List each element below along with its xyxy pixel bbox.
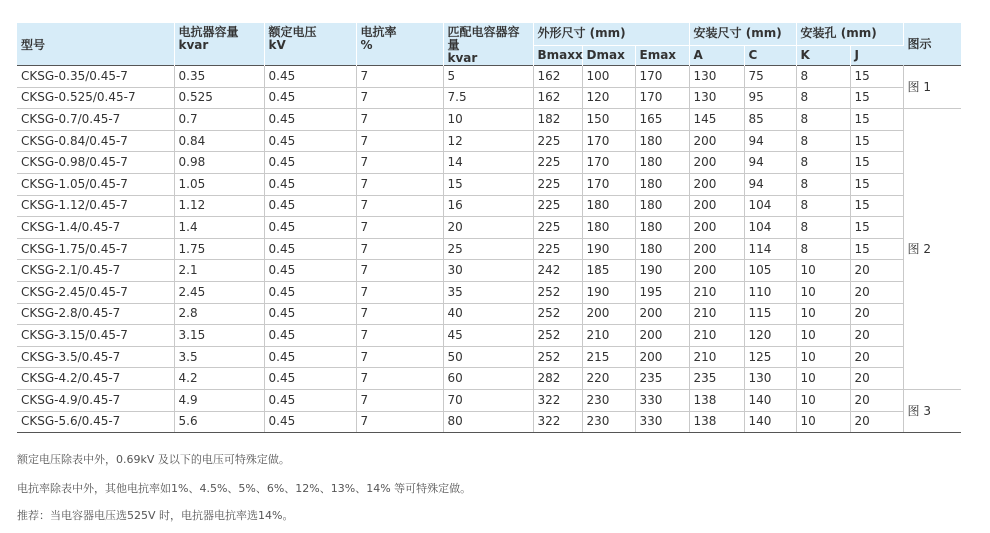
table-body: [17, 66, 961, 433]
table-cell: 225: [533, 173, 582, 195]
table-cell: 4.2: [174, 368, 264, 390]
table-cell: 5: [443, 66, 533, 88]
table-cell: 130: [689, 66, 744, 88]
table-cell: 180: [635, 130, 689, 152]
table-cell: 7: [356, 260, 443, 282]
table-cell: 120: [744, 325, 796, 347]
table-cell: CKSG-0.7/0.45-7: [17, 109, 174, 131]
table-cell: 0.45: [264, 389, 356, 411]
header-install-dims: 安装尺寸 (mm): [689, 23, 796, 45]
table-cell: 170: [582, 152, 635, 174]
table-cell: 80: [443, 411, 533, 433]
table-cell: 20: [850, 411, 903, 433]
table-row: [17, 173, 961, 195]
table-cell: 138: [689, 389, 744, 411]
table-cell: 235: [635, 368, 689, 390]
table-cell: 15: [850, 217, 903, 239]
header-cap-match-unit: kvar: [447, 51, 478, 65]
table-cell: CKSG-1.75/0.45-7: [17, 238, 174, 260]
header-capacity-unit: kvar: [178, 38, 209, 52]
table-cell: 10: [796, 346, 850, 368]
table-cell: 252: [533, 325, 582, 347]
table-cell: 225: [533, 238, 582, 260]
table-cell: 3.5: [174, 346, 264, 368]
table-cell: 180: [635, 152, 689, 174]
table-cell: 8: [796, 130, 850, 152]
table-cell: 10: [796, 260, 850, 282]
table-cell: 0.45: [264, 109, 356, 131]
table-row: [17, 389, 961, 411]
table-cell: 105: [744, 260, 796, 282]
table-cell: 200: [689, 173, 744, 195]
table-cell: 200: [689, 260, 744, 282]
table-cell: 50: [443, 346, 533, 368]
header-figure: 图示: [903, 23, 961, 66]
table-cell: 200: [635, 303, 689, 325]
table-cell: 180: [635, 217, 689, 239]
table-cell: 210: [582, 325, 635, 347]
table-cell: 322: [533, 411, 582, 433]
header-rate-title: 电抗率: [360, 25, 397, 39]
table-cell: 7.5: [443, 87, 533, 109]
table-cell: 0.45: [264, 66, 356, 88]
table-cell: 7: [356, 389, 443, 411]
table-cell: 8: [796, 173, 850, 195]
table-cell: 2.8: [174, 303, 264, 325]
table-cell: CKSG-0.525/0.45-7: [17, 87, 174, 109]
table-cell: 114: [744, 238, 796, 260]
table-cell: 115: [744, 303, 796, 325]
table-row: [17, 281, 961, 303]
table-cell: 8: [796, 66, 850, 88]
table-cell: 252: [533, 281, 582, 303]
table-cell: 200: [689, 130, 744, 152]
table-cell: CKSG-3.15/0.45-7: [17, 325, 174, 347]
table-cell: 0.45: [264, 303, 356, 325]
table-cell: CKSG-4.2/0.45-7: [17, 368, 174, 390]
header-k: K: [796, 45, 850, 65]
table-cell: 20: [443, 217, 533, 239]
table-row: [17, 130, 961, 152]
table-cell: 235: [689, 368, 744, 390]
table-row: [17, 152, 961, 174]
table-cell: 0.45: [264, 195, 356, 217]
table-cell: 180: [635, 173, 689, 195]
table-cell: 8: [796, 195, 850, 217]
table-cell: 252: [533, 303, 582, 325]
header-j: J: [850, 45, 903, 65]
table-cell: 165: [635, 109, 689, 131]
header-emax: Emax: [635, 45, 689, 65]
header-cap-match-title: 匹配电容器容量: [447, 25, 520, 52]
table-cell: 190: [582, 238, 635, 260]
table-cell: 7: [356, 173, 443, 195]
table-cell: 200: [689, 152, 744, 174]
table-cell: 7: [356, 368, 443, 390]
table-cell: 12: [443, 130, 533, 152]
table-cell: 170: [582, 130, 635, 152]
table-cell: 30: [443, 260, 533, 282]
table-cell: 1.12: [174, 195, 264, 217]
table-cell: 190: [635, 260, 689, 282]
table-cell: 0.45: [264, 346, 356, 368]
header-holes: 安装孔 (mm): [796, 23, 903, 45]
table-cell: 1.4: [174, 217, 264, 239]
table-row: [17, 195, 961, 217]
table-cell: 10: [443, 109, 533, 131]
table-cell: 0.45: [264, 238, 356, 260]
table-header: [17, 23, 961, 66]
table-cell: 225: [533, 217, 582, 239]
table-cell: 20: [850, 260, 903, 282]
table-row: [17, 260, 961, 282]
table-cell: 7: [356, 303, 443, 325]
table-cell: 190: [582, 281, 635, 303]
table-cell: 0.45: [264, 281, 356, 303]
table-cell: 7: [356, 346, 443, 368]
table-row: [17, 411, 961, 433]
table-cell: 94: [744, 152, 796, 174]
table-cell: 282: [533, 368, 582, 390]
table-cell: 230: [582, 411, 635, 433]
table-cell: 215: [582, 346, 635, 368]
table-cell: 150: [582, 109, 635, 131]
table-cell: 45: [443, 325, 533, 347]
table-cell: CKSG-2.8/0.45-7: [17, 303, 174, 325]
table-cell: 0.45: [264, 260, 356, 282]
table-cell: 100: [582, 66, 635, 88]
header-outer-dims: 外形尺寸 (mm): [533, 23, 689, 45]
header-voltage-unit: kV: [268, 38, 286, 52]
table-cell: 40: [443, 303, 533, 325]
table-cell: 0.45: [264, 87, 356, 109]
table-cell: 220: [582, 368, 635, 390]
table-cell: CKSG-0.98/0.45-7: [17, 152, 174, 174]
header-rate-unit: %: [360, 38, 373, 52]
header-model: 型号: [17, 23, 174, 66]
table-row: [17, 346, 961, 368]
table-row: [17, 303, 961, 325]
table-cell: 16: [443, 195, 533, 217]
table-cell: 85: [744, 109, 796, 131]
table-cell: 120: [582, 87, 635, 109]
note-reactance: 电抗率除表中外，其他电抗率如1%、4.5%、5%、6%、12%、13%、14% 等可特殊定做。: [17, 482, 472, 495]
header-capacity: [174, 23, 264, 66]
table-cell: 1.05: [174, 173, 264, 195]
table-cell: 0.84: [174, 130, 264, 152]
table-cell: 8: [796, 152, 850, 174]
table-cell: 210: [689, 346, 744, 368]
table-cell: 25: [443, 238, 533, 260]
table-cell: 0.7: [174, 109, 264, 131]
table-cell: 130: [744, 368, 796, 390]
table-cell: 15: [850, 87, 903, 109]
table-cell: 0.35: [174, 66, 264, 88]
table-cell: 125: [744, 346, 796, 368]
table-cell: 170: [582, 173, 635, 195]
table-cell: 225: [533, 130, 582, 152]
table-cell: 225: [533, 195, 582, 217]
table-cell: 200: [689, 195, 744, 217]
table-cell: 0.525: [174, 87, 264, 109]
header-cap-match: [443, 23, 533, 66]
table-cell: 8: [796, 217, 850, 239]
table-cell: 20: [850, 389, 903, 411]
table-cell: 162: [533, 87, 582, 109]
table-row: [17, 325, 961, 347]
table-cell: 7: [356, 87, 443, 109]
table-cell: 20: [850, 368, 903, 390]
table-cell: 0.45: [264, 217, 356, 239]
table-row: [17, 238, 961, 260]
table-cell: 7: [356, 325, 443, 347]
table-cell: 170: [635, 87, 689, 109]
table-cell: 104: [744, 217, 796, 239]
table-cell: 230: [582, 389, 635, 411]
table-cell: 145: [689, 109, 744, 131]
table-cell: CKSG-1.12/0.45-7: [17, 195, 174, 217]
table-cell: 225: [533, 152, 582, 174]
table-cell: 252: [533, 346, 582, 368]
table-cell: 0.45: [264, 130, 356, 152]
table-cell: 7: [356, 411, 443, 433]
table-cell: 242: [533, 260, 582, 282]
table-cell: 35: [443, 281, 533, 303]
table-cell: 138: [689, 411, 744, 433]
table-cell: CKSG-1.05/0.45-7: [17, 173, 174, 195]
table-cell: 1.75: [174, 238, 264, 260]
table-cell: 8: [796, 238, 850, 260]
table-cell: CKSG-4.9/0.45-7: [17, 389, 174, 411]
figure-label: 图 3: [903, 389, 961, 432]
table-cell: 4.9: [174, 389, 264, 411]
table-cell: 210: [689, 303, 744, 325]
table-cell: 130: [689, 87, 744, 109]
table-cell: 162: [533, 66, 582, 88]
table-cell: 104: [744, 195, 796, 217]
table-cell: 180: [635, 238, 689, 260]
table-cell: 20: [850, 325, 903, 347]
header-capacity-title: 电抗器容量: [178, 25, 239, 39]
table-cell: 0.45: [264, 152, 356, 174]
table-cell: 10: [796, 368, 850, 390]
table-cell: 60: [443, 368, 533, 390]
table-row: [17, 217, 961, 239]
table-cell: 210: [689, 281, 744, 303]
table-cell: 7: [356, 217, 443, 239]
table-row: [17, 109, 961, 131]
table-cell: 140: [744, 389, 796, 411]
table-cell: 94: [744, 130, 796, 152]
table-cell: 180: [582, 217, 635, 239]
table-cell: 7: [356, 66, 443, 88]
header-voltage: [264, 23, 356, 66]
table-cell: 330: [635, 411, 689, 433]
table-cell: 15: [850, 173, 903, 195]
table-cell: 7: [356, 281, 443, 303]
table-cell: 8: [796, 87, 850, 109]
table-cell: 200: [582, 303, 635, 325]
table-cell: 10: [796, 411, 850, 433]
table-cell: 10: [796, 389, 850, 411]
table-cell: 0.45: [264, 411, 356, 433]
header-a: A: [689, 45, 744, 65]
table-cell: 15: [850, 66, 903, 88]
table-cell: 330: [635, 389, 689, 411]
table-cell: 7: [356, 130, 443, 152]
table-cell: 7: [356, 238, 443, 260]
table-cell: 20: [850, 303, 903, 325]
table-cell: 170: [635, 66, 689, 88]
table-cell: 0.45: [264, 325, 356, 347]
header-c: C: [744, 45, 796, 65]
spec-table: [17, 23, 961, 433]
table-cell: 15: [850, 238, 903, 260]
table-cell: CKSG-2.1/0.45-7: [17, 260, 174, 282]
table-cell: 10: [796, 281, 850, 303]
table-row: [17, 66, 961, 88]
table-row: [17, 87, 961, 109]
table-cell: 2.45: [174, 281, 264, 303]
table-cell: 2.1: [174, 260, 264, 282]
header-rate: [356, 23, 443, 66]
table-cell: 322: [533, 389, 582, 411]
table-cell: 20: [850, 346, 903, 368]
header-bmaxx: Bmaxx: [533, 45, 582, 65]
table-cell: CKSG-0.35/0.45-7: [17, 66, 174, 88]
table-cell: 140: [744, 411, 796, 433]
table-cell: 95: [744, 87, 796, 109]
table-cell: 15: [850, 130, 903, 152]
table-cell: CKSG-0.84/0.45-7: [17, 130, 174, 152]
table-cell: 200: [689, 217, 744, 239]
table-cell: 182: [533, 109, 582, 131]
table-cell: 8: [796, 109, 850, 131]
table-cell: 0.45: [264, 368, 356, 390]
table-cell: CKSG-2.45/0.45-7: [17, 281, 174, 303]
table-cell: CKSG-5.6/0.45-7: [17, 411, 174, 433]
table-cell: 15: [850, 195, 903, 217]
table-cell: 3.15: [174, 325, 264, 347]
table-cell: 210: [689, 325, 744, 347]
header-voltage-title: 额定电压: [268, 25, 317, 39]
header-dmax: Dmax: [582, 45, 635, 65]
table-cell: 15: [850, 152, 903, 174]
table-cell: CKSG-1.4/0.45-7: [17, 217, 174, 239]
table-cell: 110: [744, 281, 796, 303]
table-cell: 185: [582, 260, 635, 282]
table-cell: 7: [356, 195, 443, 217]
table-cell: 94: [744, 173, 796, 195]
table-cell: 70: [443, 389, 533, 411]
table-row: [17, 368, 961, 390]
note-voltage: 额定电压除表中外，0.69kV 及以下的电压可特殊定做。: [17, 453, 290, 466]
table-cell: 0.98: [174, 152, 264, 174]
table-cell: 7: [356, 152, 443, 174]
table-cell: 200: [635, 325, 689, 347]
table-cell: 0.45: [264, 173, 356, 195]
table-cell: 14: [443, 152, 533, 174]
figure-label: 图 1: [903, 66, 961, 109]
table-cell: 75: [744, 66, 796, 88]
figure-label: 图 2: [903, 109, 961, 390]
table-cell: 7: [356, 109, 443, 131]
table-cell: 200: [635, 346, 689, 368]
table-cell: 5.6: [174, 411, 264, 433]
table-cell: 15: [443, 173, 533, 195]
table-cell: 195: [635, 281, 689, 303]
note-recommendation: 推荐：当电容器电压选525V 时，电抗器电抗率选14%。: [17, 509, 294, 522]
table-cell: 200: [689, 238, 744, 260]
table-cell: 10: [796, 325, 850, 347]
table-cell: 180: [635, 195, 689, 217]
table-cell: 20: [850, 281, 903, 303]
table-cell: CKSG-3.5/0.45-7: [17, 346, 174, 368]
table-cell: 180: [582, 195, 635, 217]
table-cell: 15: [850, 109, 903, 131]
table-cell: 10: [796, 303, 850, 325]
